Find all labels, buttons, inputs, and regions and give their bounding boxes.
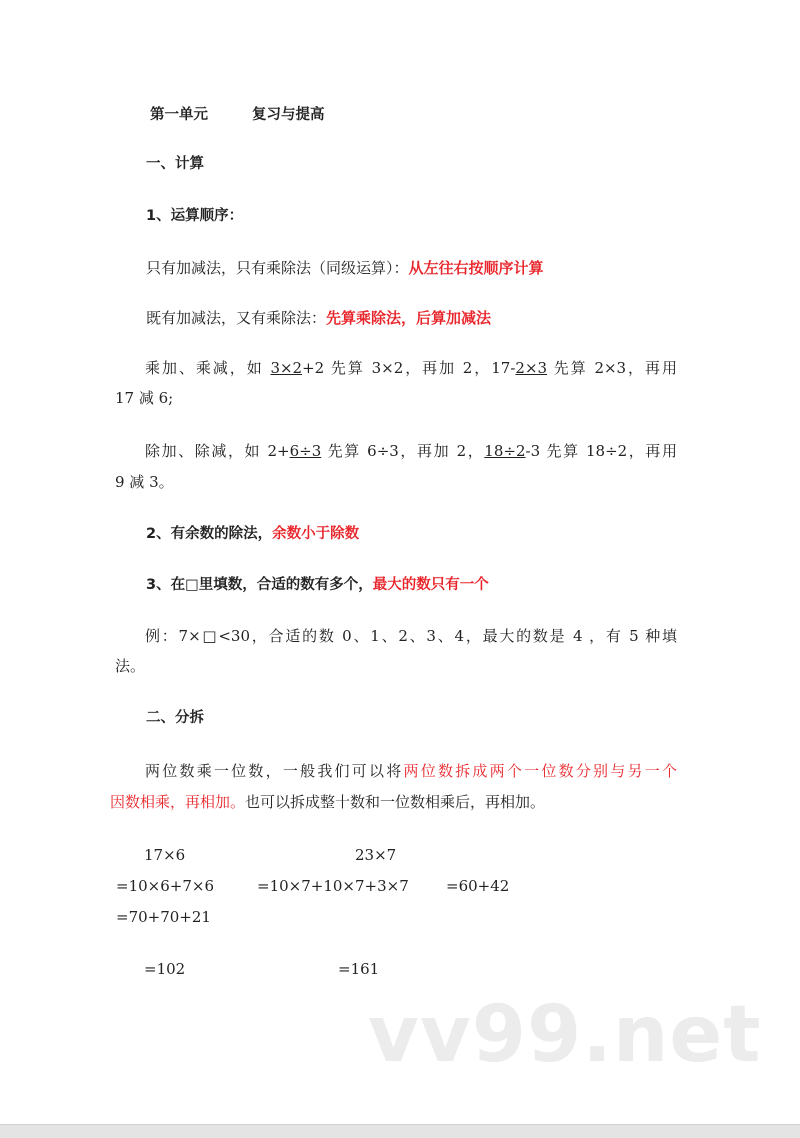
calc-1-line-2: =10×6+7×6 (116, 877, 214, 895)
highlight: 两位数拆成两个一位数分别与另一个 (403, 762, 677, 780)
text: 除加、除减，如 2+ (145, 442, 290, 460)
split-paragraph (145, 761, 677, 781)
highlight: 从左往右按顺序计算 (408, 259, 544, 277)
text: 先算 2×3，再用 (547, 359, 677, 377)
paragraph-2 (146, 308, 491, 328)
paragraph-4 (145, 441, 677, 461)
paragraph-1 (146, 258, 544, 278)
text: 两位数乘一位数，一般我们可以将 (145, 762, 404, 780)
text: 3、在□里填数，合适的数有多个， (146, 577, 373, 593)
text: 先算 6÷3，再加 2， (321, 442, 485, 460)
highlight: 余数小于除数 (272, 526, 360, 542)
page-title (150, 105, 325, 125)
calc-3-line-1: =60+42 (446, 877, 510, 895)
text: 既有加减法，又有乘除法： (146, 309, 327, 327)
underlined: 2×3 (515, 359, 548, 377)
highlight: 先算乘除法，后算加减法 (326, 309, 492, 327)
text: 也可以拆成整十数和一位数相乘后，再相加。 (245, 793, 546, 811)
split-paragraph-line-2 (110, 792, 545, 812)
calc-2-line-2: =10×7+10×7+3×7 (257, 877, 409, 895)
paragraph-3-line-2: 17 减 6; (115, 389, 174, 407)
subheading-3 (146, 575, 489, 595)
subheading-1: 1、运算顺序： (146, 208, 244, 224)
title-unit: 第一单元 (150, 107, 208, 123)
subheading-2 (146, 524, 359, 544)
calc-2-result: =161 (338, 960, 380, 978)
text: +2 先算 3×2，再加 2，17- (302, 359, 516, 377)
highlight: 因数相乘，再相加。 (110, 793, 246, 811)
calc-1-result: =102 (144, 960, 186, 978)
watermark: vv99.net (368, 990, 762, 1080)
section-heading-2: 二、分拆 (146, 710, 204, 726)
calc-2-line-1: 23×7 (355, 846, 397, 864)
example-line-2: 法。 (115, 657, 146, 675)
text: 2、有余数的除法， (146, 526, 273, 542)
underlined: 18÷2 (484, 442, 526, 460)
section-heading-1: 一、计算 (146, 156, 204, 172)
paragraph-4-line-2: 9 减 3。 (115, 473, 174, 491)
underlined: 3×2 (270, 359, 303, 377)
text: 乘加、乘减，如 (145, 359, 271, 377)
title-name: 复习与提高 (252, 107, 325, 123)
calc-1-line-3: =70+70+21 (116, 908, 211, 926)
paragraph-3 (145, 358, 677, 378)
text: -3 先算 18÷2，再用 (525, 442, 677, 460)
text: 只有加减法，只有乘除法（同级运算）： (146, 259, 409, 277)
highlight: 最大的数只有一个 (372, 577, 489, 593)
page-bottom-edge (0, 1124, 800, 1138)
example-line-1: 例：7×□<30，合适的数 0、1、2、3、4，最大的数是 4 ，有 5 种填 (145, 627, 677, 645)
calc-1-line-1: 17×6 (144, 846, 186, 864)
underlined: 6÷3 (289, 442, 322, 460)
